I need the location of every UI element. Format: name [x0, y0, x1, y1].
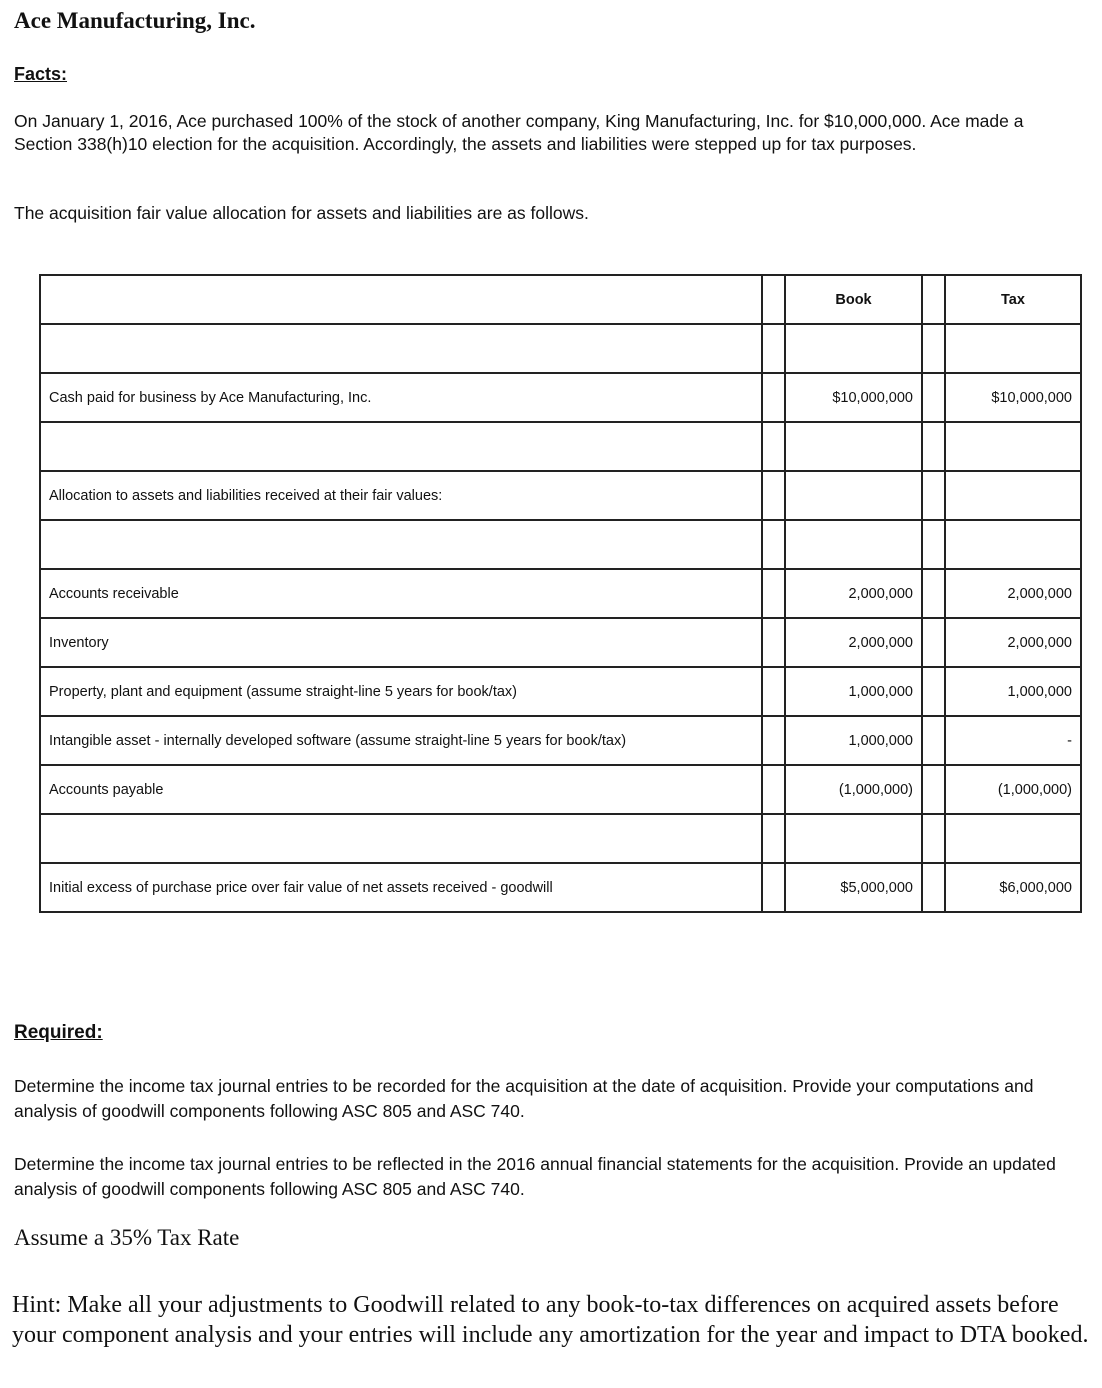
table-row — [40, 422, 1081, 471]
gap-cell — [762, 520, 785, 569]
table-row — [40, 765, 1081, 814]
book-value: 1,000,000 — [785, 667, 922, 716]
tax-value: $6,000,000 — [945, 863, 1081, 912]
book-value: 2,000,000 — [785, 618, 922, 667]
row-label: Accounts receivable — [40, 569, 762, 618]
row-label — [40, 422, 762, 471]
book-value: 1,000,000 — [785, 716, 922, 765]
table-row — [40, 569, 1081, 618]
tax-value: 2,000,000 — [945, 618, 1081, 667]
row-label: Inventory — [40, 618, 762, 667]
required-item-2: Determine the income tax journal entries to be reflected in the 2016 annual financial statements for the acquisition. Provide an updated analysis of goodwill components following ASC 805 and ASC 740. — [14, 1154, 1056, 1199]
tax-value: (1,000,000) — [945, 765, 1081, 814]
tax-header: Tax — [945, 275, 1081, 324]
facts-paragraph: On January 1, 2016, Ace purchased 100% of the stock of another company, King Manufacturing, Inc. for $10,000,000. Ace made a Section 338(h)10 election for the acquisition. Accordingly, the assets and liabilities were stepped up for tax purposes. — [14, 111, 1024, 154]
row-label: Property, plant and equipment (assume straight-line 5 years for book/tax) — [40, 667, 762, 716]
book-value — [785, 471, 922, 520]
table-row — [40, 716, 1081, 765]
tax-value — [945, 422, 1081, 471]
row-label — [40, 324, 762, 373]
table-row — [40, 520, 1081, 569]
book-value: $5,000,000 — [785, 863, 922, 912]
book-value — [785, 324, 922, 373]
table-row — [40, 618, 1081, 667]
gap-cell — [762, 324, 785, 373]
book-value: (1,000,000) — [785, 765, 922, 814]
tax-value: - — [945, 716, 1081, 765]
gap-cell — [922, 863, 945, 912]
table-header-row — [40, 275, 1081, 324]
table-row — [40, 863, 1081, 912]
gap-cell — [922, 667, 945, 716]
allocation-table — [39, 274, 1082, 913]
allocation-intro: The acquisition fair value allocation for assets and liabilities are as follows. — [14, 203, 589, 223]
gap-cell — [922, 569, 945, 618]
row-label: Intangible asset - internally developed software (assume straight-line 5 years for book/tax) — [40, 716, 762, 765]
required-item-1: Determine the income tax journal entries to be recorded for the acquisition at the date of acquisition. Provide your computations and analysis of goodwill components following ASC 805 and ASC 740. — [14, 1076, 1034, 1121]
gap-cell — [922, 765, 945, 814]
required-heading: Required: — [14, 1022, 103, 1043]
row-label — [40, 814, 762, 863]
facts-heading: Facts: — [14, 64, 68, 84]
row-label: Allocation to assets and liabilities received at their fair values: — [40, 471, 762, 520]
table-row — [40, 667, 1081, 716]
gap-cell — [762, 373, 785, 422]
tax-value — [945, 520, 1081, 569]
book-value: $10,000,000 — [785, 373, 922, 422]
tax-value: 1,000,000 — [945, 667, 1081, 716]
tax-value: $10,000,000 — [945, 373, 1081, 422]
book-header: Book — [785, 275, 922, 324]
document-title: Ace Manufacturing, Inc. — [14, 8, 256, 33]
gap-cell — [922, 520, 945, 569]
tax-rate-note: Assume a 35% Tax Rate — [14, 1225, 240, 1250]
gap-cell — [762, 471, 785, 520]
gap-cell — [762, 765, 785, 814]
book-value — [785, 422, 922, 471]
gap-cell — [762, 814, 785, 863]
book-value: 2,000,000 — [785, 569, 922, 618]
gap-cell — [762, 618, 785, 667]
gap-cell — [922, 324, 945, 373]
gap-cell — [762, 863, 785, 912]
gap-cell — [922, 471, 945, 520]
gap-cell — [762, 569, 785, 618]
tax-value: 2,000,000 — [945, 569, 1081, 618]
gap-cell — [762, 667, 785, 716]
row-label: Initial excess of purchase price over fair value of net assets received - goodwill — [40, 863, 762, 912]
table-row — [40, 324, 1081, 373]
table-row — [40, 373, 1081, 422]
book-value — [785, 520, 922, 569]
row-label: Cash paid for business by Ace Manufacturing, Inc. — [40, 373, 762, 422]
book-value — [785, 814, 922, 863]
row-label — [40, 520, 762, 569]
tax-value — [945, 471, 1081, 520]
table-row — [40, 814, 1081, 863]
row-label: Accounts payable — [40, 765, 762, 814]
gap-cell — [922, 422, 945, 471]
gap-cell — [922, 618, 945, 667]
table-row — [40, 471, 1081, 520]
gap-cell — [762, 422, 785, 471]
gap-cell — [922, 814, 945, 863]
gap-cell — [922, 373, 945, 422]
gap-cell — [922, 716, 945, 765]
tax-value — [945, 814, 1081, 863]
hint-text: Hint: Make all your adjustments to Goodwill related to any book-to-tax differences on acquired assets before your component analysis and your entries will include any amortization for the year and impact to DTA booked. — [12, 1292, 1089, 1348]
gap-cell — [762, 716, 785, 765]
tax-value — [945, 324, 1081, 373]
